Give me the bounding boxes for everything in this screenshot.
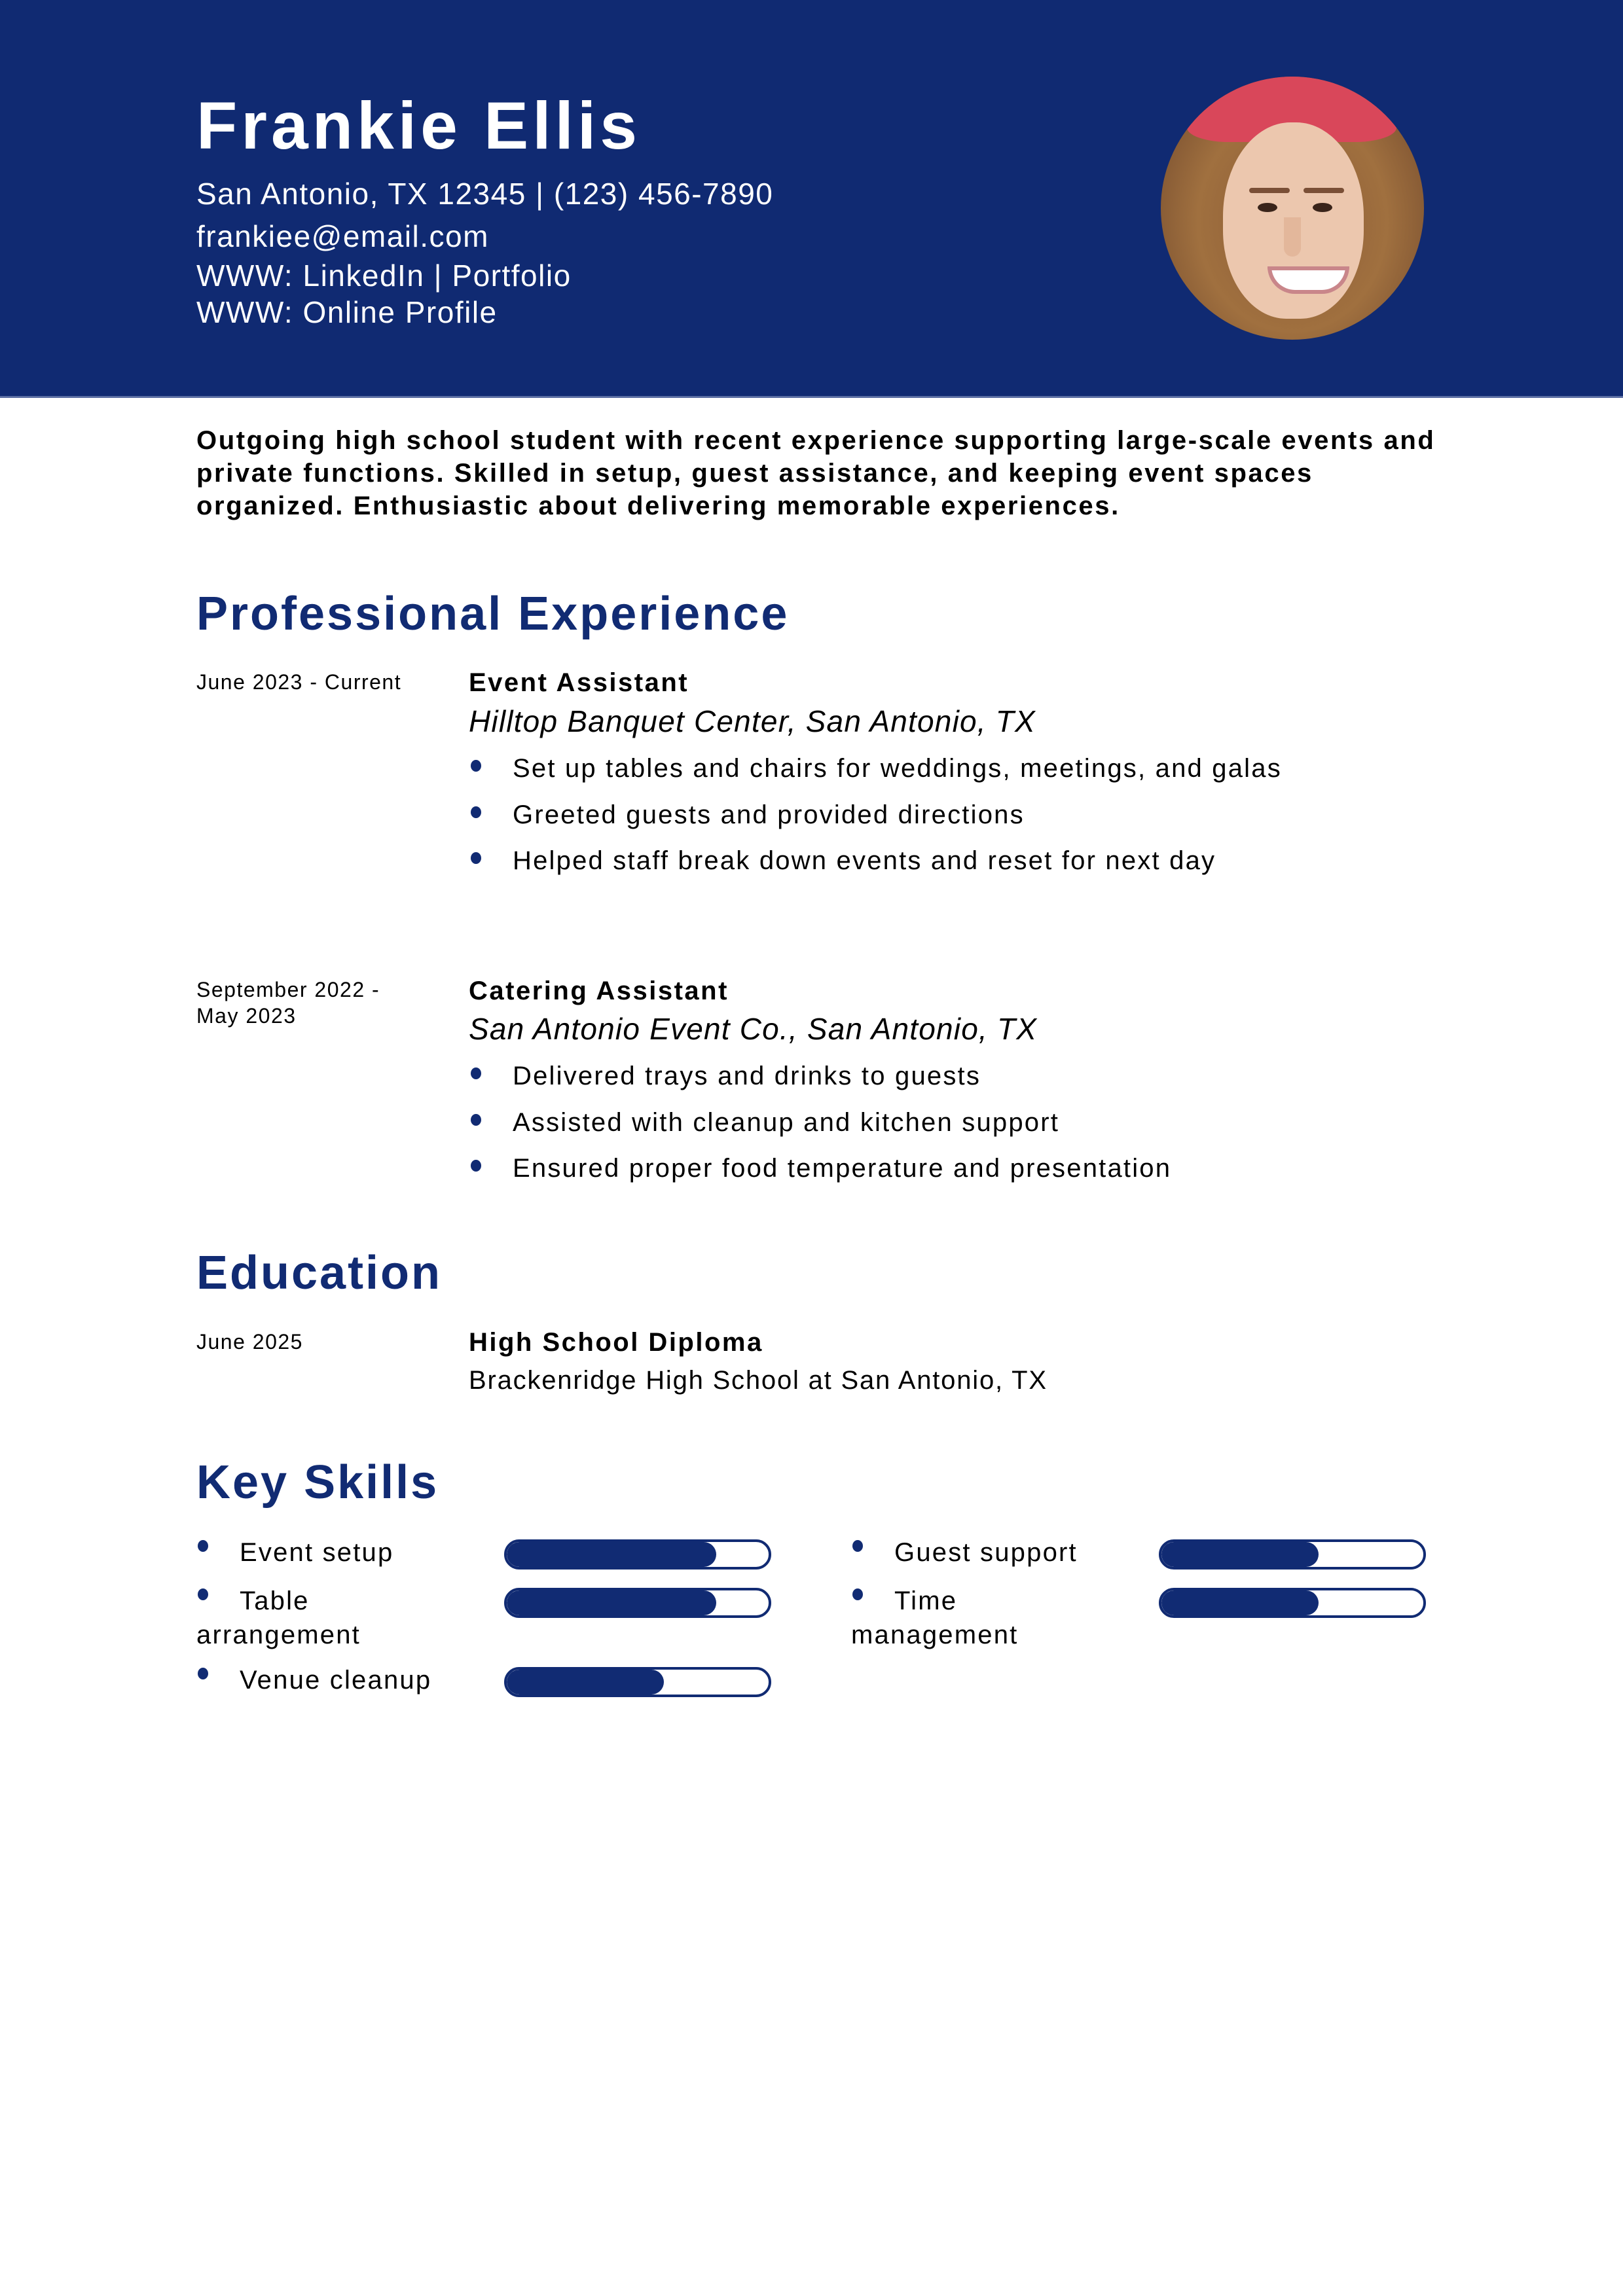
job-company: Hilltop Banquet Center, San Antonio, TX [469,704,1036,738]
job-date: September 2022 - May 2023 [196,978,380,1028]
skill-label [196,1535,471,1570]
eye-shape [1258,203,1277,212]
bullet-icon [198,1540,208,1552]
bullet-icon [471,760,481,772]
skill-label [196,1663,471,1697]
list-item [469,1107,1171,1154]
bullet-icon [471,852,481,864]
skill-level-bar [1159,1539,1426,1570]
bullet-icon [852,1588,863,1600]
skill-text: Event setup [240,1538,394,1567]
bullet-icon [471,1114,481,1126]
contact-email[interactable]: frankiee@email.com [196,219,489,253]
skill-level-bar [504,1539,771,1570]
contact-online-profile[interactable]: WWW: Online Profile [196,295,498,329]
skill-label [851,1535,1126,1570]
section-title-experience: Professional Experience [196,588,790,640]
skill-level-fill [507,1590,716,1615]
skill-level-fill [507,1670,664,1695]
professional-summary: Outgoing high school student with recent experience supporting large-scale events and private functions. Skilled in setup, guest assistance, and keeping event spaces organized. Enthusiastic about delivering memorable experiences. [196,426,1436,520]
list-item [469,800,1282,846]
skill-level-bar [504,1667,771,1697]
job-bullets [469,753,1282,892]
skill-level-bar [1159,1588,1426,1618]
bullet-icon [852,1540,863,1552]
skill-level-bar [504,1588,771,1618]
education-school: Brackenridge High School at San Antonio, TX [469,1366,1048,1395]
bullet-icon [471,1160,481,1172]
brow-shape [1249,188,1290,193]
bullet-icon [471,1067,481,1079]
education-date: June 2025 [196,1330,303,1354]
bullet-icon [198,1668,208,1679]
skill-label [851,1584,1087,1652]
bullet-icon [198,1588,208,1600]
contact-location-phone: San Antonio, TX 12345 | (123) 456-7890 [196,177,774,211]
bullet-text: Set up tables and chairs for weddings, meetings, and galas [513,754,1282,783]
section-title-education: Education [196,1247,443,1299]
skill-text: Guest support [894,1538,1078,1567]
bullet-text: Delivered trays and drinks to guests [513,1062,981,1090]
eye-shape [1313,203,1332,212]
skill-text: Table arrangement [196,1587,361,1649]
bullet-text: Helped staff break down events and reset for next day [513,846,1216,875]
job-title: Catering Assistant [469,977,729,1005]
skill-text: Time management [851,1587,1019,1649]
contact-links[interactable]: WWW: LinkedIn | Portfolio [196,259,572,293]
section-title-skills: Key Skills [196,1456,439,1509]
bullet-text: Greeted guests and provided directions [513,800,1025,829]
skill-label [196,1584,445,1652]
education-degree: High School Diploma [469,1328,763,1357]
bullet-icon [471,806,481,818]
bullet-text: Ensured proper food temperature and presentation [513,1154,1172,1183]
skill-level-fill [507,1542,716,1567]
job-bullets [469,1061,1171,1200]
bullet-text: Assisted with cleanup and kitchen support [513,1107,1060,1137]
skill-text: Venue cleanup [240,1666,432,1695]
job-date: June 2023 - Current [196,670,402,694]
list-item [469,753,1282,800]
list-item [469,1153,1171,1200]
candidate-name: Frankie Ellis [196,88,641,163]
brow-shape [1304,188,1344,193]
skill-level-fill [1161,1590,1319,1615]
nose-shape [1284,217,1301,257]
job-company: San Antonio Event Co., San Antonio, TX [469,1012,1038,1046]
skill-level-fill [1161,1542,1319,1567]
job-title: Event Assistant [469,668,689,697]
profile-photo [1161,77,1424,340]
list-item [469,846,1282,892]
list-item [469,1061,1171,1107]
